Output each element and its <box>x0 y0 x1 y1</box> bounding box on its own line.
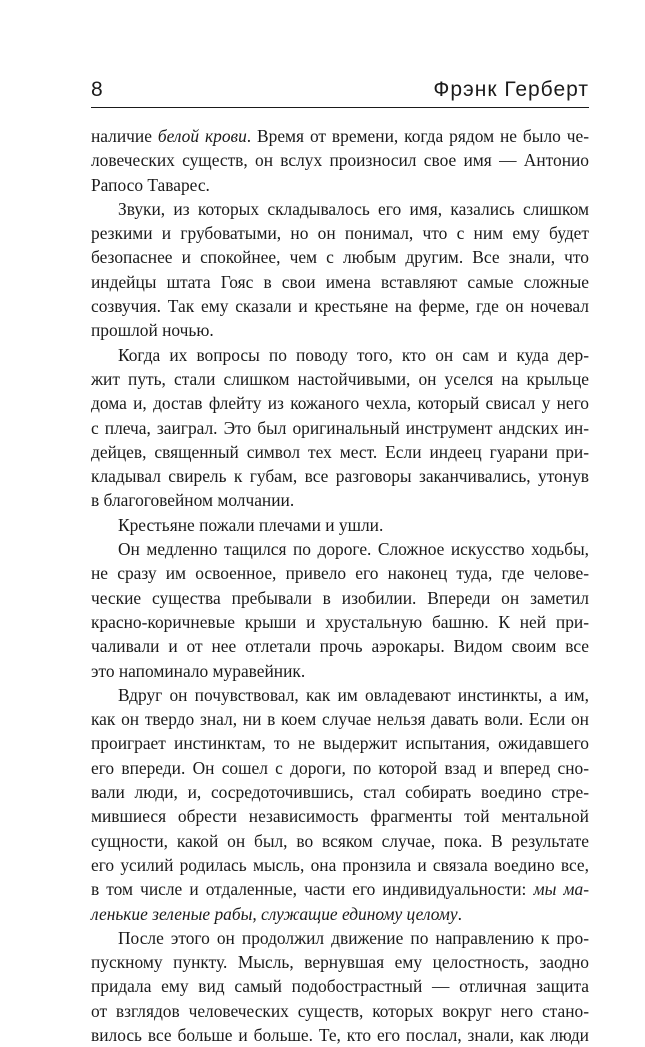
text-line: индейцы штата Гояс в свои имена вставляют самые сложные <box>91 271 589 292</box>
text-line: не сразу им освоенное, привело его наконец туда, где челове- <box>91 563 589 584</box>
text-line: сущности, какой он был, во всяком случае, пока. В результате <box>91 830 589 851</box>
text-line: как он твердо знал, ни в коем случае нельзя давать воли. Если он <box>91 709 589 730</box>
body-text <box>91 124 589 1047</box>
text-line: жит путь, стали слишком настойчивыми, он уселся на крыльце <box>91 368 589 389</box>
text-line: его усилий родилась мысль, она пронзила и связала воедино все, <box>91 854 589 875</box>
page-number: 8 <box>91 78 103 101</box>
page-header <box>91 78 589 104</box>
text-line: чаливали и от нее отлетали прочь аэрокары. Видом своим все <box>91 636 589 657</box>
text-line: в том числе и отдаленные, части его индивидуальности: мы ма- <box>91 879 589 900</box>
text-line: от взглядов человеческих существ, которых вокруг него стано- <box>91 1000 589 1021</box>
text-line: кладывал свирель к губам, все разговоры заканчивались, утонув <box>91 466 589 487</box>
text-line: ленькие зеленые рабы, служащие единому целому. <box>91 903 462 924</box>
header-rule <box>91 107 589 108</box>
text-line: После этого он продолжил движение по направлению к про- <box>118 927 589 948</box>
text-line: проиграет инстинктам, то не выдержит испытания, ожидавшего <box>91 733 589 754</box>
text-line: резкими и грубоватыми, но он понимал, что с ним ему будет <box>91 223 589 244</box>
running-head-author: Фрэнк Герберт <box>433 78 589 101</box>
text-line: его впереди. Он сошел с дороги, по которой взад и вперед сно- <box>91 757 589 778</box>
text-line: ческие существа пребывали в изобилии. Впереди он заметил <box>91 587 589 608</box>
text-line: придала ему вид самый подобострастный — отличная защита <box>91 976 589 997</box>
text-line: вали люди, и, сосредоточившись, стал собирать воедино стре- <box>91 782 589 803</box>
text-line: безопаснее и спокойнее, чем с любым другим. Все знали, что <box>91 247 589 268</box>
text-line: ловеческих существ, он вслух произносил свое имя — Антонио <box>91 150 589 171</box>
text-line: прошлой ночью. <box>91 320 214 341</box>
text-line: мившиеся обрести независимость фрагменты той ментальной <box>91 806 589 827</box>
text-line: пускному пункту. Мысль, вернувшая ему целостность, заодно <box>91 952 589 973</box>
text-line: дома и, достав флейту из кожаного чехла, который свисал у него <box>91 393 589 414</box>
text-line: вилось все больше и больше. Те, кто его послал, знали, как люди <box>91 1024 589 1045</box>
text-line: Крестьяне пожали плечами и ушли. <box>118 514 384 535</box>
text-line: Когда их вопросы по поводу того, кто он сам и куда дер- <box>118 344 589 365</box>
text-line: дейцев, священный символ тех мест. Если индеец гуарани при- <box>91 441 589 462</box>
text-line: Рапосо Таварес. <box>91 174 210 195</box>
text-line: Вдруг он почувствовал, как им овладевают инстинкты, а им, <box>118 684 589 705</box>
text-line: в благоговейном молчании. <box>91 490 295 511</box>
text-line: с плеча, заиграл. Это был оригинальный инструмент андских ин- <box>91 417 589 438</box>
text-line: красно-коричневые крыши и хрустальную башню. К ней при- <box>91 611 589 632</box>
text-line: это напоминало муравейник. <box>91 660 306 681</box>
text-line: Звуки, из которых складывалось его имя, казались слишком <box>118 198 589 219</box>
text-line: созвучия. Так ему сказали и крестьяне на ферме, где он ночевал <box>91 296 589 317</box>
text-line: Он медленно тащился по дороге. Сложное искусство ходьбы, <box>118 539 589 560</box>
text-line: наличие белой крови. Время от времени, когда рядом не было че- <box>91 126 589 146</box>
